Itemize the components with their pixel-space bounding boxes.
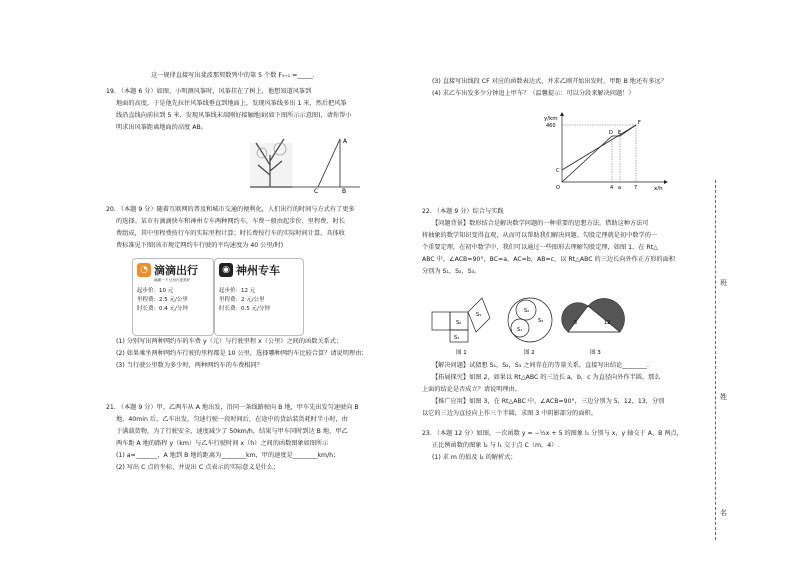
shenzhou-fee-distance: 里程费：2 元/公里 xyxy=(219,297,265,303)
q21-sub2: (2) 写出 C 点的坐标，并说出 C 点表示的实际意义是什么； xyxy=(116,464,280,471)
side-label-name1: 姓 xyxy=(720,393,727,401)
q20-sub1: (1) 分别写出两种网约车的车费 y（元）与行驶里程 x（公里）之间的函数关系式； xyxy=(116,338,343,345)
q22-p4: ABC 中，∠ACB=90°，BC=a，AC=b，AB=c，以 Rt△ABC 的三边长向外作正方形的面积 xyxy=(422,256,675,263)
q21-graph xyxy=(540,110,670,190)
q23-line3: (1) 求 m 的值及 l₂ 的解析式； xyxy=(432,454,517,461)
q20-line2: 的选择。某市有滴滴快车和神州专车两种网约车，车费一般由起步价、里程费、时长 xyxy=(116,218,345,225)
q19-line2: 地面的高度，于是他先拉住风筝线垂直到地面上，发现风筝线多出 1 米，然后把风筝 xyxy=(116,100,347,107)
q19-line4: 明求出风筝距离地面的高度 AB。 xyxy=(116,124,207,131)
q21-sub3: (3) 直接写出线段 CF 对应的函数表达式，并求乙刚开始出发时，甲距 B 地还有多远？ xyxy=(432,78,667,85)
svg-text:S₁: S₁ xyxy=(517,327,523,333)
fig3-num-12: 12 xyxy=(604,320,611,326)
q22-s3a: 【推广应用】如图 3，在 Rt△ABC 中，∠ACB=90°，三边分别为 5，12，13，分别 xyxy=(432,398,665,405)
q21-line3: 于满载货物，为了行驶安全，速度减少了 50km/h，结果与甲车同时到达 B 地，甲乙 xyxy=(116,428,348,435)
didi-fee-distance: 里程费：2.5 元/公里 xyxy=(137,297,188,303)
graph-point-f: F xyxy=(638,120,641,126)
q19-label-c: C xyxy=(314,188,319,193)
shenzhou-fee-start: 起步价：12 元 xyxy=(219,288,256,294)
graph-ylabel: y/km xyxy=(544,116,558,122)
svg-text:S₂: S₂ xyxy=(524,308,530,314)
svg-text:S₃: S₃ xyxy=(538,318,544,324)
q22-p2: 将抽象的数学知识变得直观，从而可以帮助我们解决问题。勾股定理就是初中数学的一 xyxy=(422,232,658,239)
q23-line2: 正比例函数的图象 l₂ 与 l₁ 交于点 C（m，4）. xyxy=(432,442,560,449)
q22-s1: 【解决问题】试猜想 S₁，S₂，S₃ 之间存在的等量关系，直接写出结论________. xyxy=(432,362,649,369)
q23-block xyxy=(422,428,694,464)
fig2 xyxy=(508,298,552,342)
q21-line4: 两车距 A 地的路程 y（km）与乙车行驶时间 x（h）之间的函数图象如图所示 xyxy=(116,440,329,447)
didi-card xyxy=(132,258,214,336)
didi-logo-icon: ◔ xyxy=(137,263,151,277)
q20-sub2: (2) 如果乘坐两种网约车行驶的里程都是 10 公里，选择哪种网约车比较合算？请说明理由； xyxy=(116,350,368,357)
q22-figures xyxy=(428,288,658,358)
q22-p5: 分别为 S₁，S₂，S₃。 xyxy=(422,268,481,275)
shenzhou-brand: ◉ 神州专车 xyxy=(219,263,299,277)
q21-block xyxy=(106,402,396,474)
shenzhou-fee-time: 时长费：0.5 元/分钟 xyxy=(219,306,270,312)
graph-point-e: E xyxy=(618,130,622,136)
q21-sub1: (1) a=_______，A 地到 B 地的距离为________km，甲的速度是________km/h； xyxy=(116,452,340,459)
q20-line1: 20. （本题 9 分）随着互联网的普及和城市交通的便利化，人们出行的时间与方式有了更多 xyxy=(106,206,355,213)
q22-subs xyxy=(422,360,694,420)
binding-line xyxy=(715,180,726,540)
shenzhou-logo-icon: ◉ xyxy=(219,263,233,277)
q22-s2a: 【拓展探究】如图 2，如果以 Rt△ABC 的三边长 a，b，c 为直径向外作半圆，那么 xyxy=(432,374,661,381)
q20-sub3: (3) 当行驶公里数为多少时，两种网约车的车费相同？ xyxy=(116,362,263,369)
graph-xlabel: x/h xyxy=(654,186,663,190)
q20-subs xyxy=(106,336,396,372)
q22-s3b: 以它的三边为直径向上作三个半圆，求图 3 中阴影部分的面积。 xyxy=(422,410,597,417)
graph-xtick-o: O xyxy=(556,185,560,190)
fig3 xyxy=(562,298,625,332)
fig2-caption: 图 2 xyxy=(524,350,535,356)
q22-s2b: 上面的结论是否成立？请说明理由。 xyxy=(422,386,521,393)
fig3-num-5: 5 xyxy=(574,320,578,326)
didi-brand: ◔ 滴滴出行 xyxy=(137,263,209,277)
fig1 xyxy=(432,298,490,342)
right-column xyxy=(422,76,694,100)
tree-image xyxy=(250,139,292,187)
fig3-caption: 图 3 xyxy=(590,350,601,356)
graph-xtick-7: 7 xyxy=(634,185,638,190)
q22-title: 22. （本题 9 分）综合与实践 xyxy=(422,208,504,215)
side-label-name2: 名 xyxy=(720,509,727,517)
svg-text:S₂: S₂ xyxy=(456,320,462,326)
didi-slogan: 滴滴一下 让出行更美好 xyxy=(154,278,191,282)
q21-line2: 地，40min 后，乙车出发，匀速行驶一段时间后，在途中的货站装货耗时半小时，由 xyxy=(116,416,348,423)
q20-block xyxy=(106,204,396,252)
left-column xyxy=(106,70,396,134)
q22-p3: 个重要定理，在初中数学中，我们可以通过一些图形去理解勾股定理，如图 1，在 Rt△ xyxy=(422,244,658,251)
didi-fee-start: 起步价：10 元 xyxy=(137,288,174,294)
shenzhou-card xyxy=(214,258,304,336)
q23-line1: 23. （本题 12 分）如图，一次函数 y = −½x + 5 的图象 l₁ 分别与 x，y 轴交于 A，B 两点， xyxy=(422,430,683,437)
q19-line1: 19. （本题 6 分）如图，小明测风筝时，风筝挂在了树上，他想知道风筝到 xyxy=(106,88,312,95)
q19-label-b: B xyxy=(342,188,347,193)
graph-point-c: C xyxy=(556,168,560,174)
side-label-class: 班 xyxy=(720,279,727,287)
fig1-caption: 图 1 xyxy=(456,350,467,356)
q19-label-a: A xyxy=(343,138,348,145)
q22-p1: 【问题背景】数形结合是解决数学问题的一种重要的思想方法。借助这种方法可 xyxy=(432,220,649,227)
q21-sub4: (4) 求乙车出发多少分钟追上甲车？（温馨提示：可以分段来解决问题！） xyxy=(432,90,635,97)
didi-fee-time: 时长费：0.4 元/分钟 xyxy=(137,306,188,312)
q21-line1: 21. （本题 9 分）甲、乙两车从 A 地出发，沿同一条线路驶向 B 地，甲车先出发匀速驶向 B xyxy=(106,404,359,411)
graph-ytick-460: 460 xyxy=(546,123,556,129)
q19-line3: 线沿直线向前拉到 5 米，发现风筝线末端刚好接触地面(如下图所示示意图)，请你帮小 xyxy=(116,112,352,119)
graph-point-d: D xyxy=(609,130,613,136)
q22-block xyxy=(422,206,694,278)
q19-figure xyxy=(250,135,360,193)
fibonacci-line: 这一规律直接写出斐波那契数列中的第 5 个数 F₅₊₁ =_____. xyxy=(151,72,315,79)
svg-text:S₁: S₁ xyxy=(454,335,460,341)
graph-xtick-4: 4 xyxy=(610,185,614,190)
q20-line3: 费组成，其中里程费按行车的实际里程计算；时长费按行车的实际时间计算，具体收 xyxy=(116,230,345,237)
q20-line4: 费标准见下图(该市规定网约车行驶的平均速度为 40 公里/时) xyxy=(116,242,284,249)
graph-xtick-a: a xyxy=(618,185,622,190)
svg-text:S₃: S₃ xyxy=(476,312,482,318)
